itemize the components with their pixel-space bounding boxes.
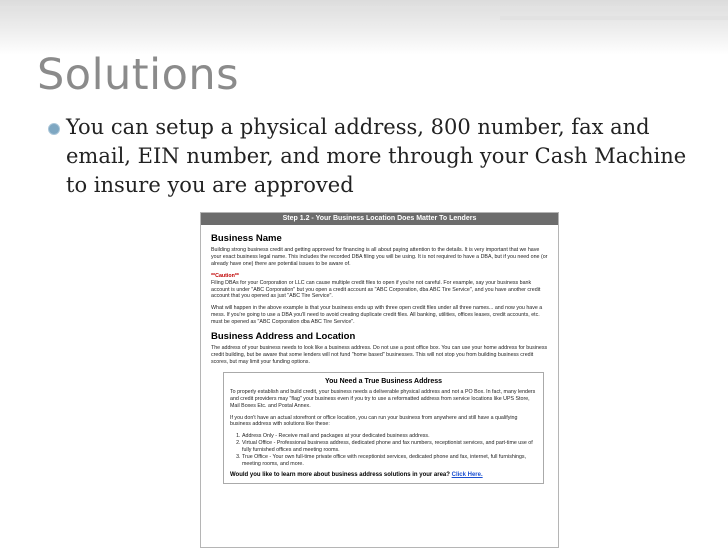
click-here-link[interactable]: Click Here. (451, 471, 483, 478)
business-address-box (223, 372, 544, 484)
business-name-paragraph: Building strong business credit and getting approved for financing is all about paying attention to the details. It is very important that we have your exact business legal name. This includes the recorded DBA filing you will be using. It is not required to have a DBA, but if you need one (or already have one) there are potential issues to be aware of. (211, 247, 548, 267)
slide-header-gradient (0, 0, 728, 55)
list-item: 1. Address Only - Receive mail and packages at your dedicated business address. (242, 433, 537, 440)
address-heading: Business Address and Location (211, 331, 356, 343)
slide-title: Solutions (37, 50, 240, 100)
list-item: 2. Virtual Office - Professional business address, dedicated phone and fax numbers, receptionist services, and part-time use of fully furnished offices and meeting rooms. (242, 440, 537, 454)
dba-paragraph: What will happen in the above example is that your business ends up with three open credit files under all three names... and now you have a mess. If you're going to use a DBA you'll need to avoid creating duplicate credit files. All banking, utilities, offices leases, credit accounts, etc. must be opened as "ABC Corporation dba ABC Tire Service". (211, 305, 543, 326)
learn-more-prompt (230, 472, 537, 478)
caution-paragraph: Filing DBAs for your Corporation or LLC can cause multiple credit files to open if you're not careful. For example, say your business bank account is under "ABC Corporation" but you open a credit account as "ABC Corporation, dba ABC Tire Service", and you have another credit account that you opened as just "ABC Tire Service". (211, 279, 541, 300)
business-name-heading: Business Name (211, 233, 282, 244)
screenshot-content (201, 225, 558, 484)
bullet-dot-icon (48, 123, 60, 135)
box-paragraph: If you don't have an actual storefront or office location, you can run your business from anywhere and still have a qualifying business address with solutions like these: (230, 414, 518, 428)
caution-label: **Caution** (211, 272, 239, 279)
learn-more-text: Would you like to learn more about business address solutions in your area? (230, 471, 450, 478)
address-paragraph: The address of your business needs to look like a business address. Do not use a post office box. You can use your home address for business credit building, but be aware that some lenders will not fund "home based" businesses. This will not stop you from building business credit scores, but may limit your funding options. (211, 345, 548, 365)
box-title: You Need a True Business Address (324, 377, 443, 385)
embedded-webpage-screenshot (200, 212, 559, 548)
bullet-text: You can setup a physical address, 800 number, fax and email, EIN number, and more through your Cash Machine to insure you are approved (66, 115, 687, 197)
decorative-band (500, 16, 728, 20)
screenshot-header: Step 1.2 - Your Business Location Does Matter To Lenders (201, 213, 558, 225)
box-paragraph: To properly establish and build credit, your business needs a deliverable physical address and not a PO Box. In fact, many lenders and credit providers may "flag" your business even if you try to use a reformatted address from service locations like UPS Store, Mail Boxes Etc. and Postal Annex. (230, 388, 536, 409)
list-item: 3. True Office - Your own full-time private office with receptionist services, dedicated phone and fax, internet, full furnishings, meeting rooms, and more. (242, 454, 537, 468)
address-solutions-list (242, 433, 537, 468)
decorative-band (0, 6, 728, 10)
